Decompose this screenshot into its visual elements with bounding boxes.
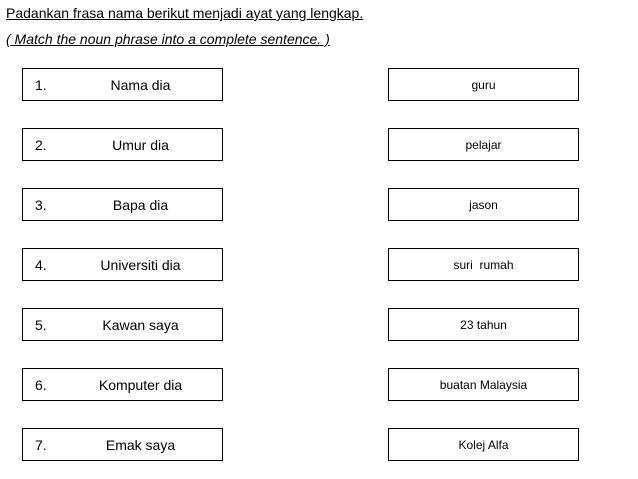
item-number: 1.: [35, 76, 47, 93]
noun-phrase: Kawan saya: [102, 316, 179, 333]
answer-word: buatan Malaysia: [439, 377, 528, 392]
instruction-english: ( Match the noun phrase into a complete sentence. ): [6, 31, 330, 47]
answer-word: Kolej Alfa: [458, 437, 509, 452]
item-number: 5.: [35, 316, 47, 333]
answer-word: suri rumah: [453, 257, 514, 272]
answer-box[interactable]: [388, 248, 579, 281]
noun-phrase-box[interactable]: [22, 188, 223, 221]
answer-box[interactable]: [388, 128, 579, 161]
noun-phrase-column: [22, 68, 223, 461]
noun-phrase: Nama dia: [110, 76, 171, 93]
item-number: 3.: [35, 196, 47, 213]
answer-word: guru: [471, 77, 496, 92]
noun-phrase: Bapa dia: [112, 196, 169, 213]
answer-word: jason: [469, 197, 498, 212]
noun-phrase-box[interactable]: [22, 128, 223, 161]
item-number: 7.: [35, 436, 47, 453]
noun-phrase: Komputer dia: [98, 376, 183, 393]
noun-phrase: Universiti dia: [100, 256, 181, 273]
noun-phrase-box[interactable]: [22, 368, 223, 401]
answer-box[interactable]: [388, 188, 579, 221]
item-number: 2.: [35, 136, 47, 153]
noun-phrase: Umur dia: [112, 136, 169, 153]
noun-phrase-box[interactable]: [22, 68, 223, 101]
noun-phrase: Emak saya: [105, 436, 176, 453]
item-number: 6.: [35, 376, 47, 393]
noun-phrase-box[interactable]: [22, 248, 223, 281]
instruction-malay: Padankan frasa nama berikut menjadi ayat yang lengkap.: [6, 5, 364, 21]
noun-phrase-box[interactable]: [22, 428, 223, 461]
answer-column: [388, 68, 579, 461]
noun-phrase-box[interactable]: [22, 308, 223, 341]
item-number: 4.: [35, 256, 47, 273]
answer-box[interactable]: [388, 68, 579, 101]
answer-word: pelajar: [465, 137, 502, 152]
answer-box[interactable]: [388, 308, 579, 341]
answer-box[interactable]: [388, 428, 579, 461]
answer-word: 23 tahun: [460, 317, 507, 332]
answer-box[interactable]: [388, 368, 579, 401]
